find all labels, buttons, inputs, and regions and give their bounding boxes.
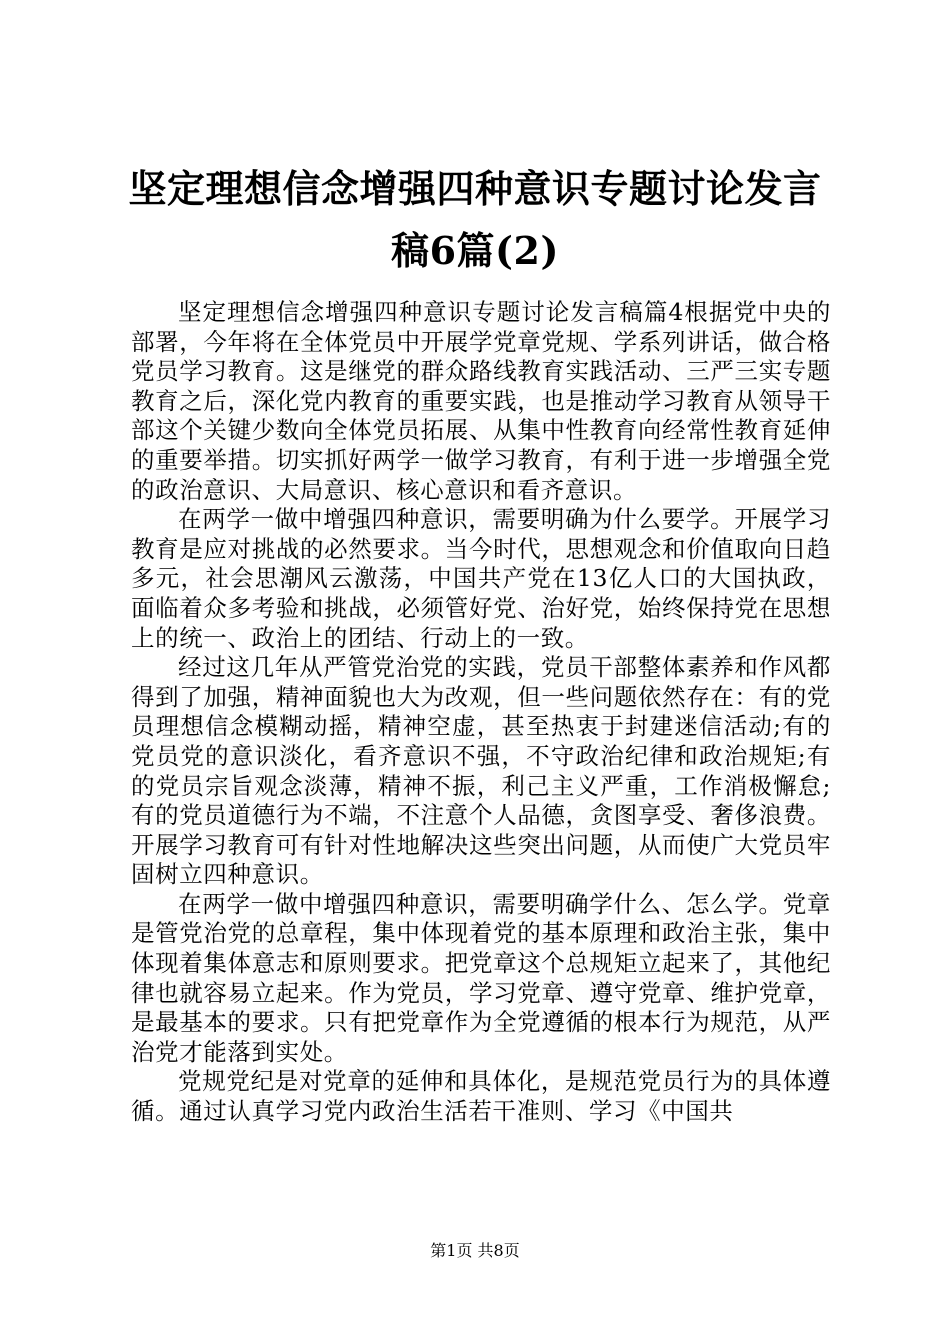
paragraph-2: 在两学一做中增强四种意识，需要明确为什么要学。开展学习教育是应对挑战的必然要求。当今时代，思想观念和价值取向日趋多元，社会思潮风云激荡，中国共产党在13亿人口的大国执政，面临着众多考验和挑战，必须管好党、治好党，始终保持党在思想上的统一、政治上的团结、行动上的一致。 — [131, 505, 831, 652]
paragraph-5: 党规党纪是对党章的延伸和具体化，是规范党员行为的具体遵循。通过认真学习党内政治生活若干准则、学习《中国共 — [131, 1067, 831, 1126]
page-number-footer: 第1页 共8页 — [430, 1241, 520, 1260]
document-body — [131, 298, 831, 1127]
document-title: 坚定理想信念增强四种意识专题讨论发言稿6篇(2) — [128, 166, 822, 273]
paragraph-1: 坚定理想信念增强四种意识专题讨论发言稿篇4根据党中央的部署，今年将在全体党员中开展学党章党规、学系列讲话，做合格党员学习教育。这是继党的群众路线教育实践活动、三严三实专题教育之后，深化党内教育的重要实践，也是推动学习教育从领导干部这个关键少数向全体党员拓展、从集中性教育向经常性教育延伸的重要举措。切实抓好两学一做学习教育，有利于进一步增强全党的政治意识、大局意识、核心意识和看齐意识。 — [131, 298, 831, 504]
paragraph-3: 经过这几年从严管党治党的实践，党员干部整体素养和作风都得到了加强，精神面貌也大为改观，但一些问题依然存在：有的党员理想信念模糊动摇，精神空虚，甚至热衷于封建迷信活动;有的党员党的意识淡化，看齐意识不强，不守政治纪律和政治规矩;有的党员宗旨观念淡薄，精神不振，利己主义严重，工作消极懈怠;有的党员道德行为不端，不注意个人品德，贪图享受、奢侈浪费。开展学习教育可有针对性地解决这些突出问题，从而使广大党员牢固树立四种意识。 — [131, 653, 831, 889]
paragraph-4: 在两学一做中增强四种意识，需要明确学什么、怎么学。党章是管党治党的总章程，集中体现着党的基本原理和政治主张，集中体现着集体意志和原则要求。把党章这个总规矩立起来了，其他纪律也就容易立起来。作为党员，学习党章、遵守党章、维护党章，是最基本的要求。只有把党章作为全党遵循的根本行为规范，从严治党才能落到实处。 — [131, 889, 831, 1066]
